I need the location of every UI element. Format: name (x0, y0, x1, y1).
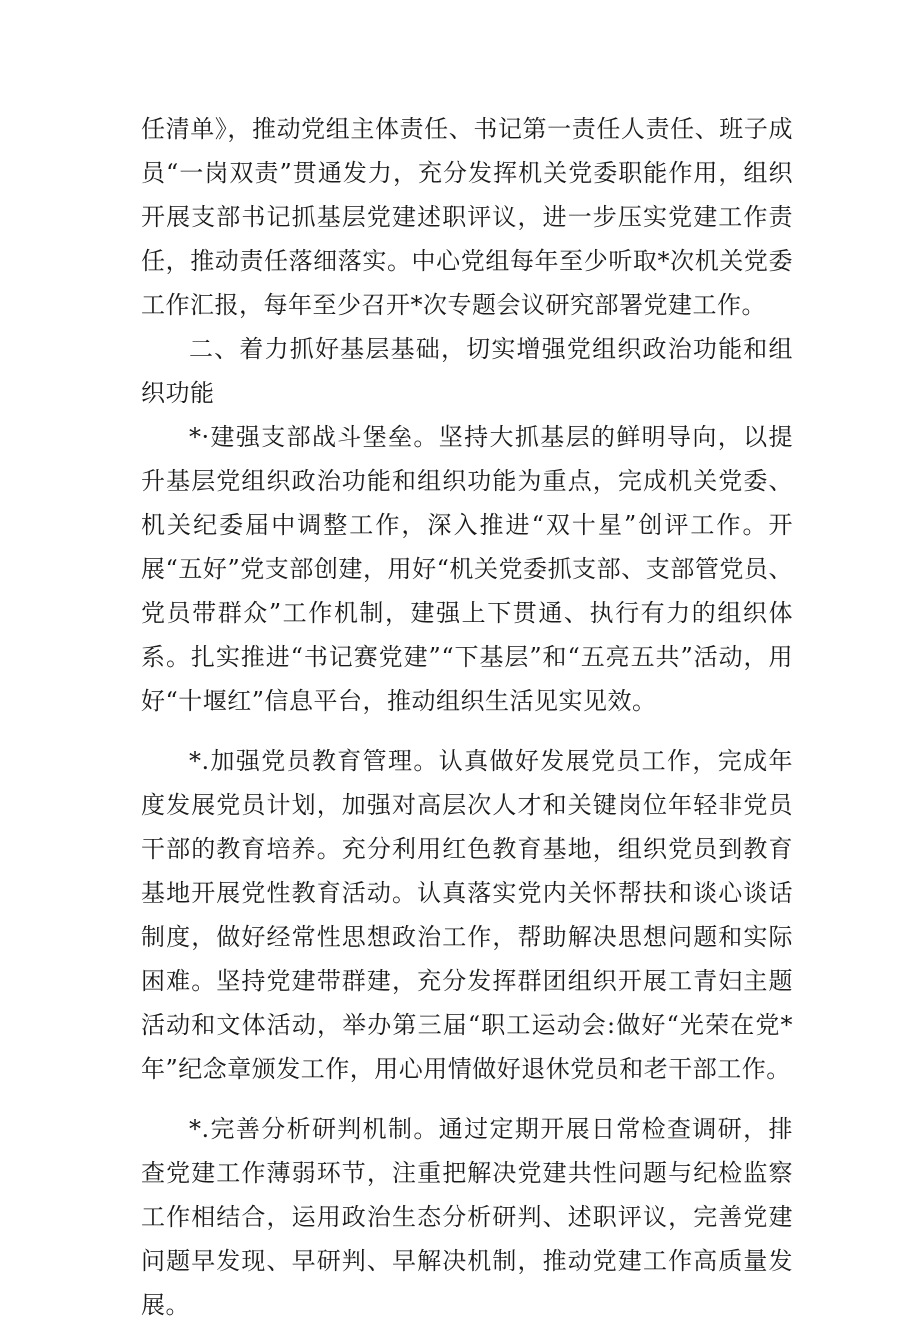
document-body (141, 107, 793, 1327)
paragraph-member-education: *.加强党员教育管理。认真做好发展党员工作，完成年度发展党员计划，加强对高层次人才和关键岗位年轻非党员干部的教育培养。充分利用红色教育基地，组织党员到教育基地开展党性教育活动。认真落实党内关怀帮扶和谈心谈话制度，做好经常性思想政治工作，帮助解决思想问题和实际困难。坚持党建带群建，充分发挥群团组织开展工青妇主题活动和文体活动，举办第三届“职工运动会:做好“光荣在党*年”纪念章颁发工作，用心用情做好退休党员和老干部工作。 (141, 747, 793, 1083)
paragraph-branch-fortress: *·建强支部战斗堡垒。坚持大抓基层的鲜明导向，以提升基层党组织政治功能和组织功能为重点，完成机关党委、机关纪委届中调整工作，深入推进“双十星”创评工作。开展“五好”党支部创建，用好“机关党委抓支部、支部管党员、党员带群众”工作机制，建强上下贯通、执行有力的组织体系。扎实推进“书记赛党建”“下基层”和“五亮五共”活动，用好“十堰红”信息平台，推动组织生活见实见效。 (141, 423, 793, 715)
paragraph-responsibility-list: 任清单》，推动党组主体责任、书记第一责任人责任、班子成员“一岗双责”贯通发力，充分发挥机关党委职能作用，组织开展支部书记抓基层党建述职评议，进一步压实党建工作责任，推动责任落细落实。中心党组每年至少听取*次机关党委工作汇报，每年至少召开*次专题会议研究部署党建工作。 (141, 115, 793, 319)
paragraph-analysis-mechanism: *.完善分析研判机制。通过定期开展日常检查调研，排查党建工作薄弱环节，注重把解决党建共性问题与纪检监察工作相结合，运用政治生态分析研判、述职评议，完善党建问题早发现、早研判、早解决机制，推动党建工作高质量发展。 (141, 1115, 793, 1319)
section-heading-grassroots: 二、着力抓好基层基础，切实增强党组织政治功能和组织功能 (141, 335, 793, 407)
